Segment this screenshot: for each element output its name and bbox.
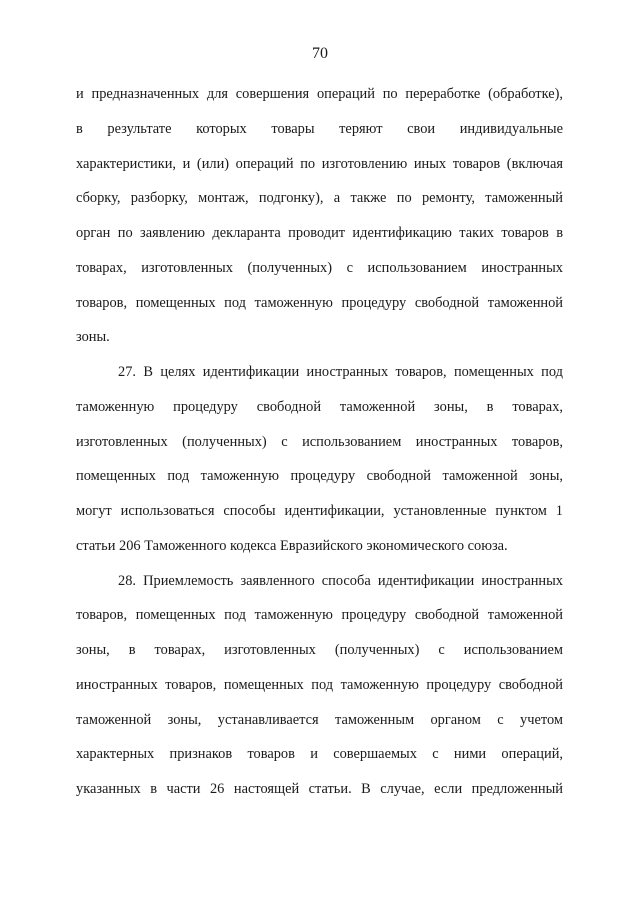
paragraph-27-first-line: 27. В целях идентификации иностранных товаров, помещенных под — [118, 364, 563, 380]
text-line: статьи 206 Таможенного кодекса Евразийского экономического союза. — [76, 537, 508, 554]
text-line: иностранных товаров, помещенных под таможенную процедуру свободной — [76, 676, 563, 693]
text-line: товарах, изготовленных (полученных) с использованием иностранных — [76, 259, 563, 276]
page-number: 70 — [312, 45, 328, 62]
text-line: товаров, помещенных под таможенную процедуру свободной таможенной — [76, 607, 563, 624]
paragraph-28-first-line: 28. Приемлемость заявленного способа идентификации иностранных — [118, 572, 563, 589]
text-line: в результате которых товары теряют свои индивидуальные — [76, 120, 563, 137]
text-line: и предназначенных для совершения операций по переработке (обработке), — [76, 86, 563, 102]
text-line: помещенных под таможенную процедуру свободной таможенной зоны, — [76, 468, 563, 485]
text-line: товаров, помещенных под таможенную процедуру свободной таможенной — [76, 294, 563, 311]
text-line: таможенную процедуру свободной таможенной зоны, в товарах, — [76, 398, 563, 415]
text-line: могут использоваться способы идентификации, установленные пунктом 1 — [76, 503, 563, 519]
text-line: характерных признаков товаров и совершаемых с ними операций, — [76, 746, 563, 763]
text-line: зоны. — [76, 329, 110, 346]
text-line: таможенной зоны, устанавливается таможенным органом с учетом — [76, 711, 563, 728]
text-line: изготовленных (полученных) с использованием иностранных товаров, — [76, 433, 563, 450]
text-line: указанных в части 26 настоящей статьи. В случае, если предложенный — [76, 781, 563, 797]
text-line: орган по заявлению декларанта проводит идентификацию таких товаров в — [76, 225, 563, 241]
text-line: зоны, в товарах, изготовленных (полученных) с использованием — [76, 642, 563, 658]
text-line: характеристики, и (или) операций по изготовлению иных товаров (включая — [76, 155, 563, 172]
text-line: сборку, разборку, монтаж, подгонку), а также по ремонту, таможенный — [76, 190, 563, 207]
document-body — [76, 84, 563, 814]
